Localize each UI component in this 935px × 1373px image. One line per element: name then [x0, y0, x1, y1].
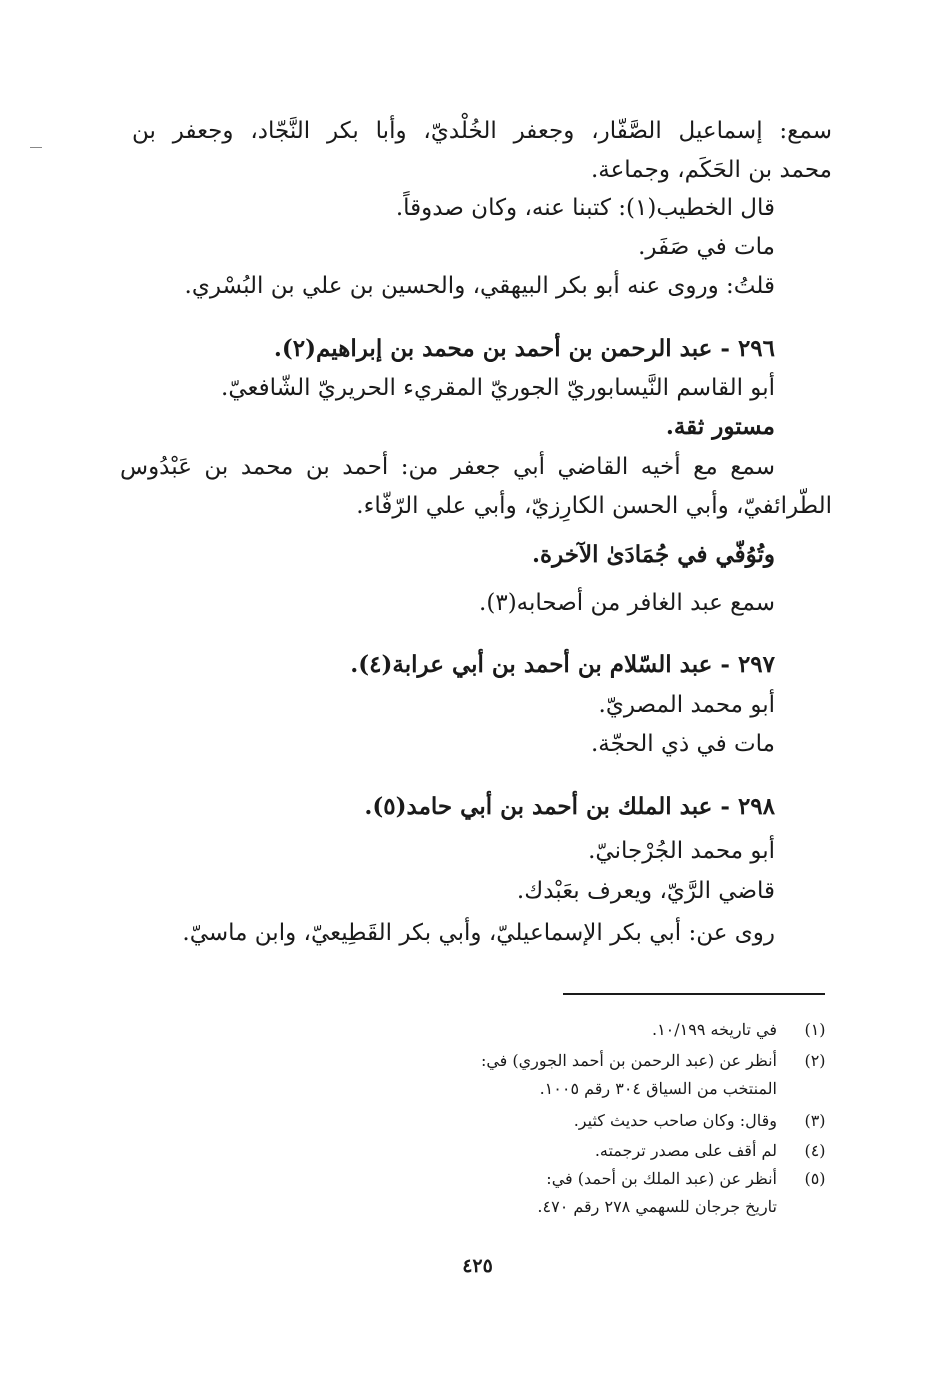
body-line: أبو القاسم النَّيسابوريّ الجوريّ المقريء الحريريّ الشّافعيّ.	[221, 375, 775, 401]
entry-title-298: ٢٩٨ - عبد الملك بن أحمد بن أبي حامد(٥).	[364, 793, 775, 820]
body-line: سمع: إسماعيل الصَّفّار، وجعفر الخُلْديّ، وأبا بكر النَّجّاد، وجعفر بن	[132, 118, 832, 144]
body-line: مستور ثقة.	[665, 413, 775, 440]
footnote-text: أنظر عن (عبد الملك بن أحمد) في:	[546, 1169, 777, 1188]
footnote-number: (٤)	[804, 1141, 826, 1160]
footnote-number: (٢)	[804, 1051, 826, 1070]
entry-title-297: ٢٩٧ - عبد السّلام بن أحمد بن أبي عرابة(٤).	[350, 651, 775, 678]
body-line: الطّرائفيّ، وأبي الحسن الكارِزيّ، وأبي علي الرّفّاء.	[356, 493, 832, 519]
body-line: سمع عبد الغافر من أصحابه(٣).	[479, 590, 775, 616]
body-line: أبو محمد المصريّ.	[598, 692, 775, 718]
body-line: مات في ذي الحجّة.	[590, 731, 775, 757]
body-line: مات في صَفَر.	[638, 234, 775, 260]
footnote-number: (٥)	[804, 1169, 826, 1188]
page-number: ٤٢٥	[462, 1255, 493, 1277]
footnote-text: تاريخ جرجان للسهمي ٢٧٨ رقم ٤٧٠.	[537, 1197, 777, 1216]
footnote-text: المنتخب من السياق ٣٠٤ رقم ١٠٠٥.	[539, 1079, 777, 1098]
footnote-text: أنظر عن (عبد الرحمن بن أحمد الجوري) في:	[480, 1051, 777, 1070]
body-line: قلتُ: وروى عنه أبو بكر البيهقي، والحسين بن علي بن البُسْري.	[184, 273, 775, 299]
footnote-text: وقال: وكان صاحب حديث كثير.	[573, 1111, 777, 1130]
footnote-text: لم أقف على مصدر ترجمته.	[594, 1141, 777, 1160]
body-line: قاضي الرَّيّ، ويعرف بعَبْدك.	[516, 878, 775, 904]
body-line: قال الخطيب(١): كتبنا عنه، وكان صدوقاً.	[395, 195, 775, 221]
body-line: محمد بن الحَكَم، وجماعة.	[590, 157, 832, 183]
body-line: أبو محمد الجُرْجانيّ.	[588, 838, 775, 864]
footnote-number: (٣)	[804, 1111, 826, 1130]
body-line: روى عن: أبي بكر الإسماعيليّ، وأبي بكر القَطِيعيّ، وابن ماسيّ.	[182, 920, 775, 946]
footnote-text: في تاريخه ١٠/١٩٩.	[651, 1020, 777, 1039]
entry-title-296: ٢٩٦ - عبد الرحمن بن أحمد بن محمد بن إبراهيم(٢).	[273, 335, 775, 362]
footnote-number: (١)	[804, 1020, 826, 1039]
body-line: سمع مع أخيه القاضي أبي جعفر من: أحمد بن محمد بن عَبْدُوس	[120, 454, 775, 480]
body-line: وتُوُفّي في جُمَادَىٰ الآخرة.	[532, 541, 775, 568]
margin-mark	[30, 147, 42, 148]
footnote-separator	[563, 993, 825, 995]
